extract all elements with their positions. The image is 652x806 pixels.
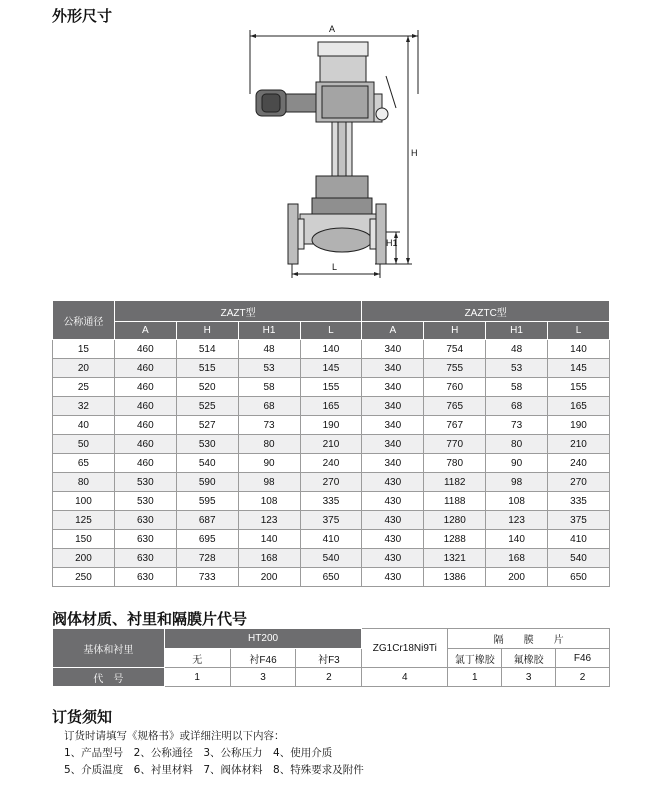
nominal-diameter-cell: 80 xyxy=(53,473,115,492)
dimension-cell: 525 xyxy=(176,397,238,416)
nominal-diameter-cell: 32 xyxy=(53,397,115,416)
dimension-cell: 530 xyxy=(176,435,238,454)
dimension-cell: 73 xyxy=(238,416,300,435)
dimension-cell: 340 xyxy=(362,454,424,473)
nominal-diameter-cell: 15 xyxy=(53,340,115,359)
dimension-cell: 540 xyxy=(300,549,362,568)
row-header-code: 代 号 xyxy=(53,668,165,687)
ordering-instructions xyxy=(64,728,364,779)
col-header-none: 无 xyxy=(164,649,230,668)
code-cell: 2 xyxy=(556,668,610,687)
dimension-cell: 460 xyxy=(114,435,176,454)
dimension-cell: 80 xyxy=(486,435,548,454)
dimension-cell: 460 xyxy=(114,397,176,416)
dimension-cell: 430 xyxy=(362,549,424,568)
dimension-cell: 190 xyxy=(548,416,610,435)
material-code-table xyxy=(52,628,610,687)
col-header-neoprene: 氯丁橡胶 xyxy=(448,649,502,668)
dimension-cell: 460 xyxy=(114,454,176,473)
dimension-cell: 80 xyxy=(238,435,300,454)
dimension-label-h1: H1 xyxy=(386,238,398,248)
dimension-cell: 630 xyxy=(114,568,176,587)
dimension-cell: 754 xyxy=(424,340,486,359)
dimension-cell: 145 xyxy=(300,359,362,378)
dimension-cell: 410 xyxy=(300,530,362,549)
table-row xyxy=(53,568,610,587)
code-cell: 1 xyxy=(164,668,230,687)
dimension-cell: 755 xyxy=(424,359,486,378)
dimension-cell: 140 xyxy=(486,530,548,549)
dimension-cell: 165 xyxy=(548,397,610,416)
code-cell: 3 xyxy=(230,668,296,687)
code-cell: 2 xyxy=(296,668,362,687)
dimension-cell: 630 xyxy=(114,511,176,530)
dimension-cell: 270 xyxy=(300,473,362,492)
dimension-cell: 375 xyxy=(548,511,610,530)
dimension-cell: 514 xyxy=(176,340,238,359)
dimension-cell: 340 xyxy=(362,397,424,416)
nominal-diameter-cell: 20 xyxy=(53,359,115,378)
col-header-h1: H1 xyxy=(486,322,548,340)
dimension-label-l: L xyxy=(332,262,338,272)
table-row xyxy=(53,530,610,549)
col-header-l: L xyxy=(548,322,610,340)
dimension-cell: 530 xyxy=(114,473,176,492)
dimension-cell: 168 xyxy=(238,549,300,568)
dimension-cell: 155 xyxy=(300,378,362,397)
ordering-intro: 订货时请填写《规格书》或详细注明以下内容： xyxy=(64,730,285,742)
ordering-line-1: 1、产品型号 2、公称通径 3、公称压力 4、使用介质 xyxy=(64,747,333,759)
dimension-label-a: A xyxy=(329,24,336,34)
table-row xyxy=(53,511,610,530)
dimension-cell: 240 xyxy=(300,454,362,473)
dimension-cell: 123 xyxy=(486,511,548,530)
dimension-cell: 155 xyxy=(548,378,610,397)
dimension-cell: 760 xyxy=(424,378,486,397)
dimension-cell: 200 xyxy=(238,568,300,587)
dimension-cell: 515 xyxy=(176,359,238,378)
dimension-cell: 1321 xyxy=(424,549,486,568)
dimension-cell: 98 xyxy=(238,473,300,492)
nominal-diameter-cell: 40 xyxy=(53,416,115,435)
dimension-cell: 58 xyxy=(238,378,300,397)
dimension-cell: 695 xyxy=(176,530,238,549)
col-header-lining-f46: 衬F46 xyxy=(230,649,296,668)
dimension-cell: 630 xyxy=(114,549,176,568)
table-row xyxy=(53,340,610,359)
col-header-l: L xyxy=(300,322,362,340)
dimension-cell: 58 xyxy=(486,378,548,397)
nominal-diameter-cell: 50 xyxy=(53,435,115,454)
dimension-cell: 590 xyxy=(176,473,238,492)
dimension-cell: 340 xyxy=(362,378,424,397)
dimension-cell: 1288 xyxy=(424,530,486,549)
dimension-cell: 430 xyxy=(362,568,424,587)
dimension-cell: 410 xyxy=(548,530,610,549)
table-row xyxy=(53,378,610,397)
dimension-cell: 53 xyxy=(486,359,548,378)
table-row xyxy=(53,397,610,416)
dimension-cell: 430 xyxy=(362,492,424,511)
dimension-cell: 650 xyxy=(300,568,362,587)
table-row xyxy=(53,492,610,511)
dimension-cell: 687 xyxy=(176,511,238,530)
dimension-cell: 98 xyxy=(486,473,548,492)
table-row xyxy=(53,473,610,492)
dimension-cell: 340 xyxy=(362,359,424,378)
col-header-lining-f3: 衬F3 xyxy=(296,649,362,668)
col-header-a: A xyxy=(114,322,176,340)
dimension-cell: 90 xyxy=(486,454,548,473)
dimension-cell: 1182 xyxy=(424,473,486,492)
table-row xyxy=(53,435,610,454)
dimension-label-h: H xyxy=(411,148,418,158)
dimension-cell: 53 xyxy=(238,359,300,378)
dimension-cell: 460 xyxy=(114,359,176,378)
dimension-cell: 540 xyxy=(176,454,238,473)
dimension-cell: 520 xyxy=(176,378,238,397)
dimension-cell: 68 xyxy=(486,397,548,416)
dimension-table xyxy=(52,300,610,587)
nominal-diameter-cell: 250 xyxy=(53,568,115,587)
dimension-cell: 140 xyxy=(548,340,610,359)
nominal-diameter-cell: 125 xyxy=(53,511,115,530)
dimension-cell: 168 xyxy=(486,549,548,568)
dimension-cell: 68 xyxy=(238,397,300,416)
nominal-diameter-cell: 25 xyxy=(53,378,115,397)
dimension-cell: 430 xyxy=(362,473,424,492)
section-title-dimensions: 外形尺寸 xyxy=(52,7,113,25)
dimension-cell: 210 xyxy=(548,435,610,454)
col-header-base-lining: 基体和衬里 xyxy=(53,629,165,668)
table-row xyxy=(53,549,610,568)
dimension-cell: 73 xyxy=(486,416,548,435)
dimension-cell: 140 xyxy=(238,530,300,549)
code-cell: 4 xyxy=(362,668,448,687)
dimension-cell: 770 xyxy=(424,435,486,454)
dimension-cell: 460 xyxy=(114,416,176,435)
dimension-cell: 460 xyxy=(114,340,176,359)
dimension-cell: 767 xyxy=(424,416,486,435)
dimension-cell: 48 xyxy=(486,340,548,359)
dimension-cell: 190 xyxy=(300,416,362,435)
dimension-cell: 90 xyxy=(238,454,300,473)
dimension-cell: 630 xyxy=(114,530,176,549)
col-header-nominal-diameter: 公称通径 xyxy=(53,301,115,340)
dimension-cell: 1280 xyxy=(424,511,486,530)
dimension-cell: 430 xyxy=(362,511,424,530)
table-row xyxy=(53,454,610,473)
code-cell: 1 xyxy=(448,668,502,687)
dimension-cell: 335 xyxy=(300,492,362,511)
dimension-cell: 48 xyxy=(238,340,300,359)
dimension-cell: 430 xyxy=(362,530,424,549)
table-row xyxy=(53,416,610,435)
nominal-diameter-cell: 150 xyxy=(53,530,115,549)
dimension-cell: 595 xyxy=(176,492,238,511)
dimension-cell: 240 xyxy=(548,454,610,473)
code-cell: 3 xyxy=(502,668,556,687)
dimension-cell: 340 xyxy=(362,416,424,435)
dimension-cell: 140 xyxy=(300,340,362,359)
col-header-h1: H1 xyxy=(238,322,300,340)
valve-dimension-drawing xyxy=(240,14,430,282)
dimension-cell: 270 xyxy=(548,473,610,492)
dimension-cell: 108 xyxy=(486,492,548,511)
section-title-ordering: 订货须知 xyxy=(52,708,113,726)
dimension-cell: 728 xyxy=(176,549,238,568)
nominal-diameter-cell: 100 xyxy=(53,492,115,511)
col-group-zazt: ZAZT型 xyxy=(114,301,362,322)
nominal-diameter-cell: 200 xyxy=(53,549,115,568)
dimension-cell: 530 xyxy=(114,492,176,511)
dimension-cell: 123 xyxy=(238,511,300,530)
dimension-cell: 1386 xyxy=(424,568,486,587)
dimension-cell: 460 xyxy=(114,378,176,397)
section-title-materials: 阀体材质、衬里和隔膜片代号 xyxy=(52,610,248,628)
col-header-fluororubber: 氟橡胶 xyxy=(502,649,556,668)
dimension-cell: 1188 xyxy=(424,492,486,511)
col-header-h: H xyxy=(176,322,238,340)
dimension-cell: 733 xyxy=(176,568,238,587)
col-group-diaphragm: 隔 膜 片 xyxy=(448,629,610,649)
col-header-a: A xyxy=(362,322,424,340)
dimension-cell: 540 xyxy=(548,549,610,568)
col-group-ht200: HT200 xyxy=(164,629,362,649)
table-row xyxy=(53,359,610,378)
dimension-cell: 108 xyxy=(238,492,300,511)
dimension-cell: 527 xyxy=(176,416,238,435)
dimension-cell: 335 xyxy=(548,492,610,511)
dimension-cell: 340 xyxy=(362,340,424,359)
dimension-cell: 375 xyxy=(300,511,362,530)
dimension-cell: 650 xyxy=(548,568,610,587)
dimension-cell: 200 xyxy=(486,568,548,587)
col-header-h: H xyxy=(424,322,486,340)
dimension-cell: 145 xyxy=(548,359,610,378)
col-header-f46: F46 xyxy=(556,649,610,668)
dimension-cell: 210 xyxy=(300,435,362,454)
nominal-diameter-cell: 65 xyxy=(53,454,115,473)
col-header-zg1cr18ni9ti: ZG1Cr18Ni9Ti xyxy=(362,629,448,668)
col-group-zaztc: ZAZTC型 xyxy=(362,301,610,322)
dimension-cell: 765 xyxy=(424,397,486,416)
ordering-line-2: 5、介质温度 6、衬里材料 7、阀体材料 8、特殊要求及附件 xyxy=(64,764,364,776)
dimension-cell: 165 xyxy=(300,397,362,416)
dimension-cell: 340 xyxy=(362,435,424,454)
dimension-cell: 780 xyxy=(424,454,486,473)
